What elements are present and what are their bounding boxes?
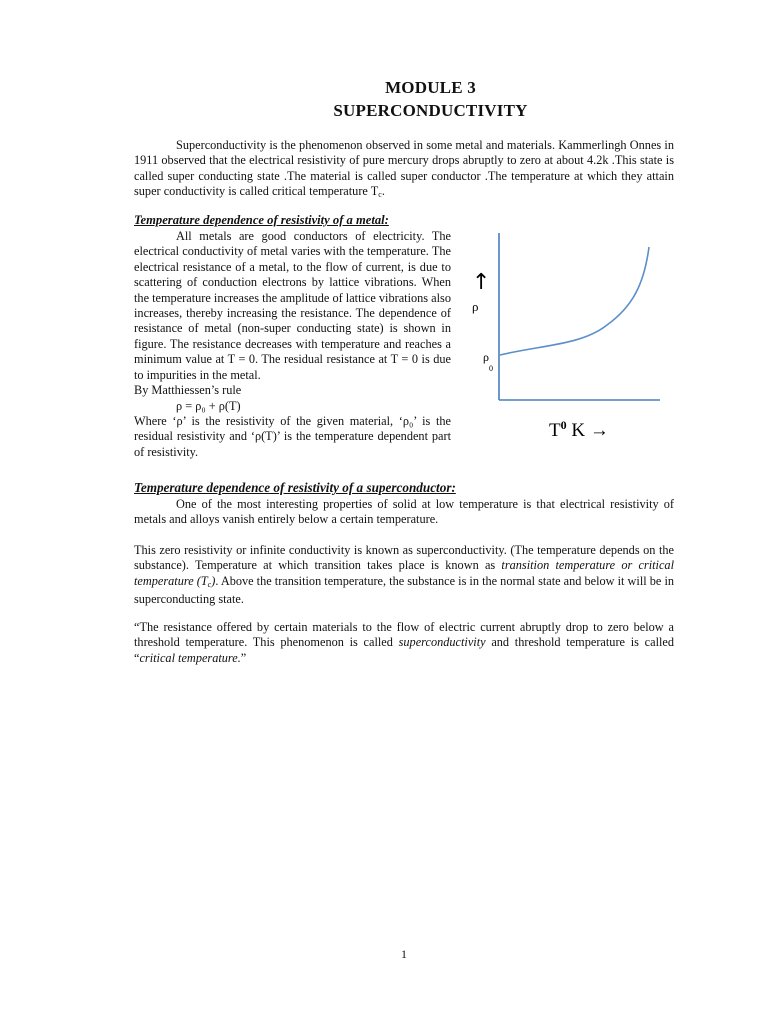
metal-paragraph: All metals are good conductors of electricity. The electrical conductivity of metal varies with the temperature. The electrical resistance of a metal, to the flow of current, is due to scattering of conduction electrons by lattice vibrations. When the temperature increases the amplitude of lattice vibrations also increases, thereby increasing the resistance. The dependence of resistance of metal (non-super conducting state) is shown in figure. The resistance decreases with temperature and reaches a minimum value at T = 0. The residual resistance at T = 0 is due to impurities in the metal. xyxy=(134,229,451,382)
x-label-sup: 0 xyxy=(560,418,567,432)
intro-end: . xyxy=(381,184,385,199)
y-arrow-icon: ↑ xyxy=(472,270,491,295)
superconductor-paragraph: One of the most interesting properties of solid at low temperature is that electrical resistivity of metals and alloys vanish entirely below a certain temperature. xyxy=(134,497,674,527)
intro-text: Superconductivity is the phenomenon observed in some metal and materials. Kammerlingh Onnes in 1911 observed that the electrical resistivity of pure mercury drops abruptly to zero at about 4.2k .This state is called super conducting state .The material is called super conductor .The temperature at which they attain super conductivity is called critical temperature T xyxy=(134,138,674,199)
rho0-label: ρ xyxy=(483,350,489,364)
rho0-subscript: 0 xyxy=(489,364,493,373)
zero-italic-1: transition temperature or critical temperature (T xyxy=(134,558,674,588)
matthiessen-rule: By Matthiessen’s rule xyxy=(134,383,242,397)
page-title: SUPERCONDUCTIVITY xyxy=(333,101,528,120)
zero-text-1: This zero resistivity or infinite conductivity is known as superconductivity. (The temperature depends on the substance). Temperature at which transition takes place is known as xyxy=(134,543,674,573)
zero-text-2: . Above the transition temperature, the substance is in the normal state and below it will be in superconducting state. xyxy=(134,573,675,607)
module-title: MODULE 3 xyxy=(385,78,476,97)
where-paragraph: Where ‘ρ’ is the resistivity of the given material, ‘ρ₀’ is the residual resistivity and ‘ρ(T)’ is the temperature dependent part of resistivity. xyxy=(134,414,451,459)
page-number: 1 xyxy=(401,947,407,961)
intro-paragraph xyxy=(134,138,674,203)
x-label-T: T xyxy=(549,420,561,441)
quote-italic-1: superconductivity xyxy=(398,635,486,650)
intro-subscript: c xyxy=(378,190,382,200)
y-axis-label: ρ xyxy=(472,299,479,314)
zero-italic-2: ) xyxy=(211,573,216,588)
resistivity-graph xyxy=(462,225,672,445)
quote-text-3: ” xyxy=(240,650,247,665)
zero-italic-sub: c xyxy=(207,579,212,589)
x-label-rest: K → xyxy=(566,420,609,441)
x-axis-label xyxy=(549,418,609,441)
section-heading-superconductor: Temperature dependence of resistivity of a superconductor: xyxy=(134,480,456,495)
quote-text-1: “The resistance offered by certain materials to the flow of electric current abruptly drop to zero below a threshold temperature. This phenomenon is called xyxy=(134,620,674,650)
resistivity-curve xyxy=(500,247,649,355)
section-heading-metal: Temperature dependence of resistivity of a metal: xyxy=(134,213,389,227)
quote-text-2: and threshold temperature is called “ xyxy=(134,635,675,665)
zero-resistivity-paragraph xyxy=(134,543,674,608)
resistivity-formula: ρ = ρ₀ + ρ(T) xyxy=(176,399,241,413)
quote-italic-2: critical temperature. xyxy=(139,650,241,665)
definition-quote xyxy=(134,620,674,666)
